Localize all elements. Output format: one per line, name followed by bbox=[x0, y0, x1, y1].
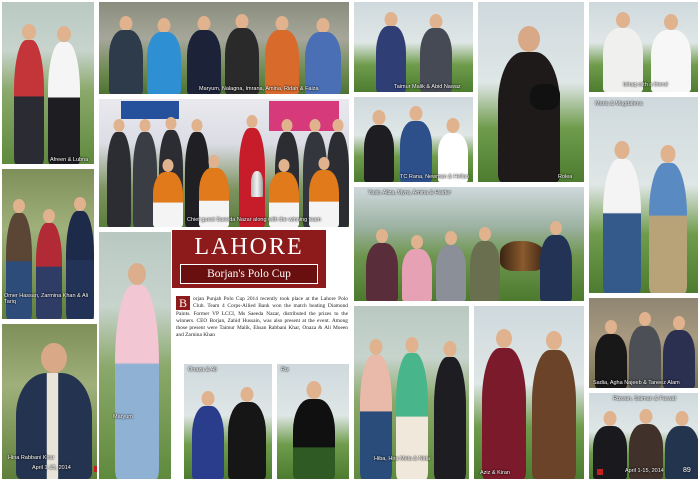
person-figure bbox=[147, 14, 181, 94]
page-subtitle: Borjan's Polo Cup bbox=[180, 264, 318, 284]
title-banner bbox=[172, 230, 326, 288]
player-figure bbox=[153, 157, 183, 227]
player-figure bbox=[199, 153, 229, 227]
drop-cap: B bbox=[176, 296, 190, 310]
caption-riz: Riz bbox=[281, 367, 289, 373]
person-figure bbox=[603, 6, 643, 92]
footer-right-date: April 1-15, 2014 bbox=[625, 468, 664, 474]
caption-yasir-group: Yasir, Aliza, Myra, Amina & Haider bbox=[368, 190, 452, 196]
photo-rolea bbox=[476, 0, 586, 184]
caption-taimur-abid: Taimur Malik & Abid Nawaz bbox=[394, 84, 461, 90]
person-figure bbox=[532, 323, 576, 479]
photo-yasir-group bbox=[352, 185, 586, 303]
person-figure bbox=[376, 8, 406, 92]
person-figure bbox=[436, 225, 466, 301]
person-figure bbox=[228, 381, 266, 479]
photo-hiba-group bbox=[352, 304, 471, 481]
caption-maryum: Maryum bbox=[113, 414, 133, 420]
person-figure bbox=[366, 223, 398, 301]
person-figure bbox=[192, 385, 224, 479]
caption-hiba-group: Hiba, Hira Mela & Nida bbox=[374, 456, 430, 462]
person-figure bbox=[305, 14, 341, 94]
caption-afreen-lubna: Afreen & Lubna bbox=[50, 157, 89, 163]
photo-onaza-ali bbox=[182, 362, 274, 481]
person-figure bbox=[629, 306, 661, 388]
person-figure bbox=[603, 127, 641, 293]
photo-hina bbox=[0, 322, 106, 481]
photo-background bbox=[354, 2, 473, 92]
photo-aziz-kiran bbox=[472, 304, 586, 481]
person-figure bbox=[651, 8, 691, 92]
person-figure bbox=[107, 115, 131, 227]
photo-maria-magdalena bbox=[587, 95, 700, 295]
person-figure bbox=[265, 12, 299, 94]
person-figure bbox=[595, 314, 627, 388]
caption-hina: Hina Rabbani Khar bbox=[8, 455, 55, 461]
person-figure bbox=[434, 331, 466, 479]
person-figure bbox=[402, 229, 432, 301]
footer-marker-right bbox=[597, 469, 603, 475]
person-figure bbox=[225, 10, 259, 94]
photo-chief-guest bbox=[97, 97, 351, 229]
article-text: orjan Punjab Polo Cup 2014 recently took place at the Lahore Polo Club. Team 4 Corps-Allied Bank won the match beating Diamond Paints. Former VP LCCI, Ms Saeeda Nazar, distributed the prizes to the winners. CEO Borjan, Zahid Hussain, was also present at the event. Among those present were Taimur Malik, Ehsan Rabbani Khar, Onaza & Ali Moeen and Zarnina Khan bbox=[176, 296, 348, 339]
person-figure bbox=[470, 221, 500, 301]
person-figure bbox=[593, 405, 627, 479]
caption-rizwan-group: Rizwan, Salman & Fawad bbox=[613, 396, 676, 402]
person-figure bbox=[14, 14, 44, 164]
person-figure bbox=[663, 310, 695, 388]
person-figure bbox=[540, 215, 572, 301]
person-figure bbox=[109, 12, 143, 94]
photo-taimur-abid bbox=[352, 0, 475, 94]
photo-sadia-group bbox=[587, 296, 700, 390]
caption-sadia-group: Sadia, Agha Najeeb & Taneez Alam bbox=[593, 380, 680, 386]
person-figure bbox=[187, 12, 221, 94]
person-figure bbox=[665, 405, 699, 479]
caption-onaza-ali: Onaza & Ali bbox=[188, 367, 217, 373]
person-figure bbox=[239, 111, 265, 227]
photo-maryum bbox=[97, 230, 173, 481]
trophy bbox=[251, 171, 263, 197]
caption-maryum-group: Maryum, Nalagna, Imrana, Amina, Ridah & Faiza bbox=[199, 86, 319, 92]
person-figure bbox=[420, 10, 452, 92]
person-figure bbox=[48, 16, 80, 164]
photo-omer-group bbox=[0, 167, 96, 321]
photo-rizwan-group bbox=[587, 391, 700, 481]
caption-omer-group: Omer Hassan, Zarmina Khan & Ali Tariq bbox=[4, 293, 89, 305]
person-figure bbox=[115, 251, 159, 479]
person-figure bbox=[400, 100, 432, 182]
page-number-right: 89 bbox=[683, 467, 691, 474]
footer-left-date: April 1-15, 2014 bbox=[32, 465, 71, 471]
photo-maryum-group bbox=[97, 0, 351, 96]
person-figure bbox=[293, 375, 335, 479]
person-figure bbox=[438, 112, 468, 182]
photo-tc-rana bbox=[352, 95, 475, 184]
photo-riz bbox=[275, 362, 351, 481]
caption-maria-magdalena: Maria & Magdalena bbox=[595, 101, 643, 107]
dog-figure bbox=[530, 84, 560, 110]
caption-aziz-kiran: Aziz & Kiran bbox=[480, 470, 510, 476]
caption-rolea: Rolea bbox=[558, 174, 573, 180]
photo-ishaq bbox=[587, 0, 700, 94]
person-figure bbox=[364, 104, 394, 182]
page-title: LAHORE bbox=[194, 234, 304, 260]
article-body bbox=[176, 296, 348, 340]
caption-chief-guest: Chief guest Saeeda Nazar along with the winning team bbox=[187, 217, 321, 223]
person-figure bbox=[649, 131, 687, 293]
caption-tc-rana: TC Rana, Newman & Hellan bbox=[400, 174, 470, 180]
caption-ishaq: Ishaq with a friend bbox=[623, 82, 668, 88]
person-figure bbox=[482, 321, 526, 479]
photo-afreen-lubna bbox=[0, 0, 96, 166]
